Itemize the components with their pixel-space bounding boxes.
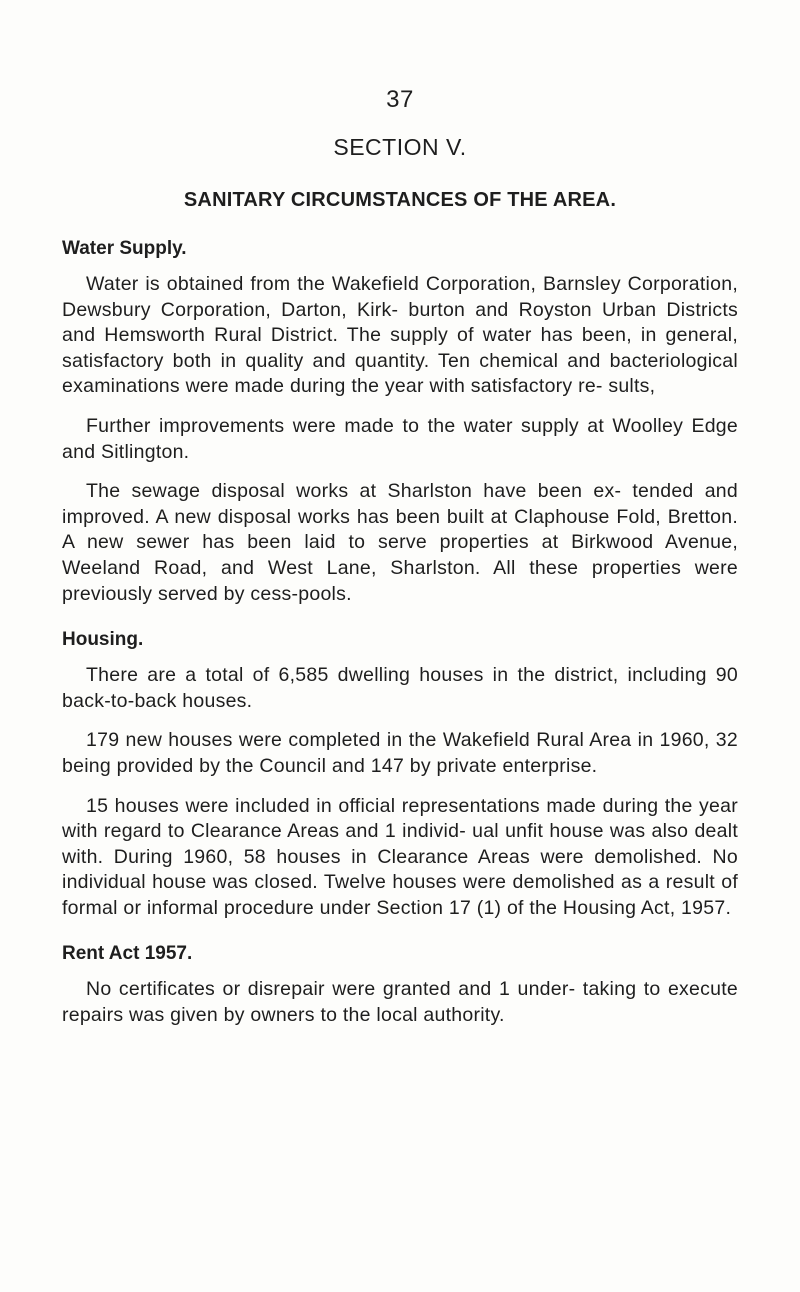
- housing-heading: Housing.: [62, 629, 144, 651]
- water-supply-heading: Water Supply.: [62, 238, 187, 259]
- section-subtitle: SANITARY CIRCUMSTANCES OF THE AREA.: [183, 189, 617, 211]
- housing-paragraph-3: 15 houses were included in official representations made during the year with regard to Clearance Areas and 1 individ- ual unfit house was also dealt with. During 1960, 58 houses in Clearance Areas were demolished. No individual house was closed. Twelve houses were demolished as a result of formal or informal procedure under Section 17 (1) of the Housing Act, 1957.: [62, 794, 738, 919]
- rent-act-section: [62, 943, 738, 1028]
- housing-section: [62, 629, 738, 921]
- housing-paragraph-1: There are a total of 6,585 dwelling houses in the district, including 90 back-to-back houses.: [62, 664, 738, 712]
- rent-act-paragraph-1: No certificates or disrepair were granted and 1 under- taking to execute repairs was given by owners to the local authority.: [62, 978, 738, 1027]
- water-supply-section: [62, 238, 738, 607]
- water-supply-paragraph-1: Water is obtained from the Wakefield Corporation, Barnsley Corporation, Dewsbury Corporation, Darton, Kirk- burton and Royston Urban Districts and Hemsworth Rural District. The supply of water has been, in general, satisfactory both in quality and quantity. Ten chemical and bacteriological examinations were made during the year with satisfactory re- sults,: [62, 273, 738, 398]
- section-title: SECTION V.: [333, 134, 467, 160]
- housing-paragraph-2: 179 new houses were completed in the Wakefield Rural Area in 1960, 32 being provided by the Council and 147 by private enterprise.: [62, 729, 738, 777]
- document-page: [62, 86, 738, 1051]
- water-supply-paragraph-3: The sewage disposal works at Sharlston have been ex- tended and improved. A new disposal works has been built at Claphouse Fold, Bretton. A new sewer has been laid to serve properties at Birkwood Avenue, Weeland Road, and West Lane, Sharlston. All these properties were previously served by cess-pools.: [62, 480, 738, 605]
- rent-act-heading: Rent Act 1957.: [62, 943, 193, 965]
- page-number: 37: [386, 86, 414, 113]
- water-supply-paragraph-2: Further improvements were made to the water supply at Woolley Edge and Sitlington.: [62, 414, 738, 463]
